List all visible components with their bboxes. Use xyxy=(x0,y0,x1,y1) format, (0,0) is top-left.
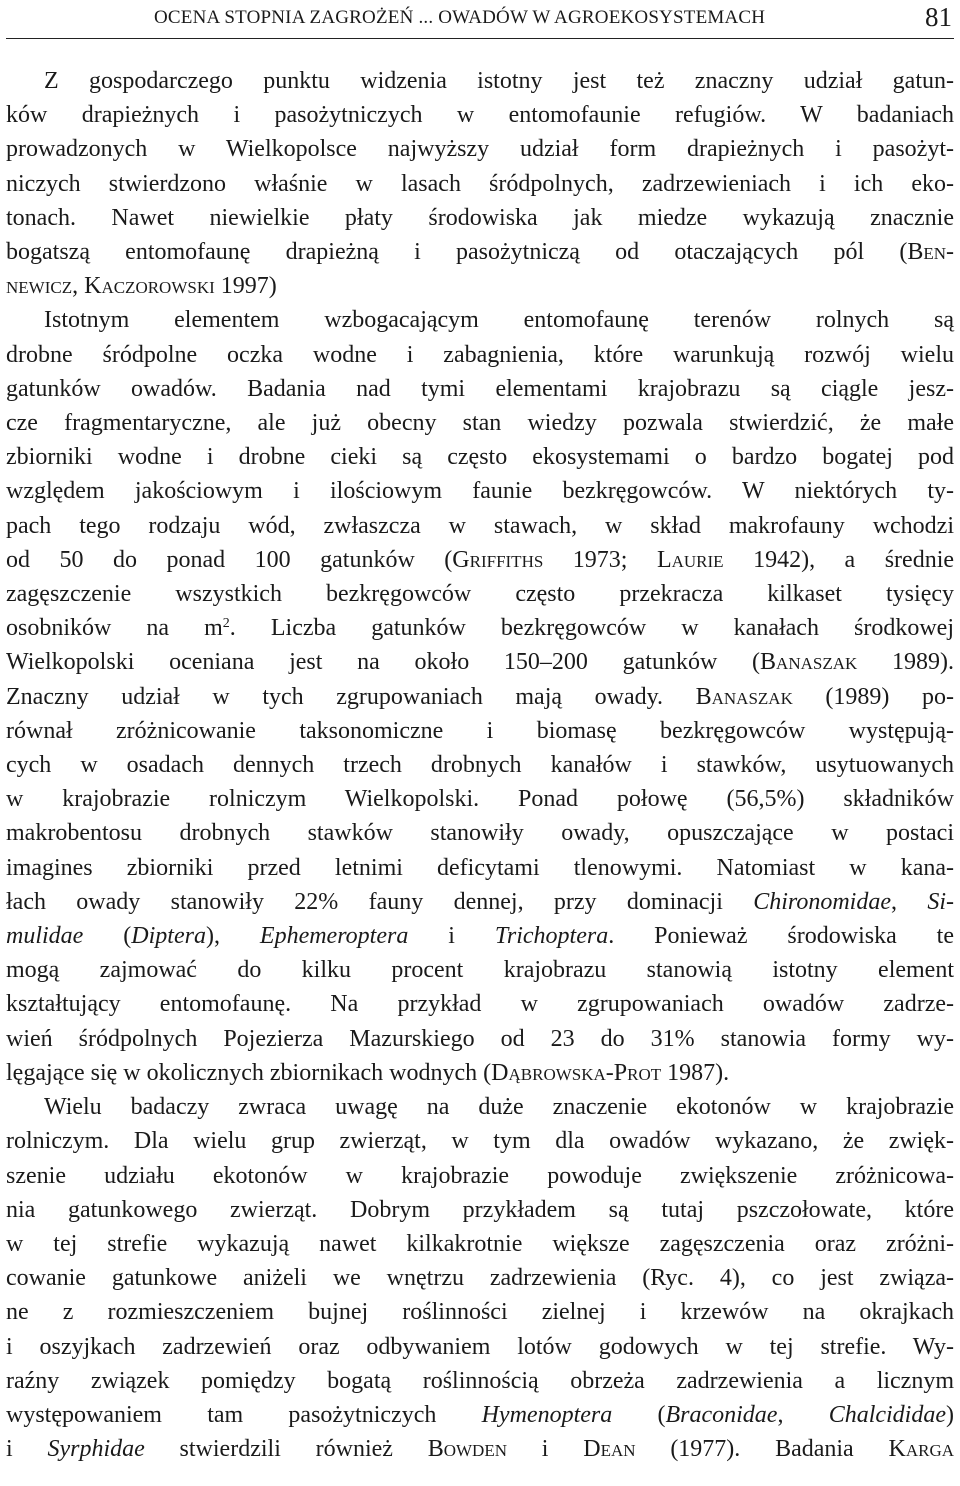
text-line xyxy=(6,987,954,1021)
text-run: ków drapieżnych i pasożytniczych w entomofaunie refugiów. W badaniach xyxy=(6,102,954,129)
text-run: niczych stwierdzono właśnie w lasach śródpolnych, zadrzewieniach i ich eko- xyxy=(6,170,954,197)
text-line xyxy=(6,1022,954,1056)
text-line xyxy=(6,1330,954,1364)
text-line xyxy=(6,748,954,782)
text-run: . Ponieważ środowiska te xyxy=(608,923,955,950)
author-name: aczorowski xyxy=(101,273,215,300)
text-run: od 50 do ponad 100 gatunków (G xyxy=(6,546,470,573)
text-run: pach tego rodzaju wód, zwłaszcza w stawach, w skład makrofauny wchodzi xyxy=(6,512,954,539)
text-line xyxy=(6,611,954,645)
text-line xyxy=(6,201,954,235)
author-name: newicz xyxy=(6,273,73,300)
text-run: szenie udziału ekotonów w krajobrazie powoduje zwiększenie zróżnicowa- xyxy=(6,1162,954,1189)
text-run: Wielu badaczy zwraca uwagę na duże znaczenie ekotonów w krajobrazie xyxy=(44,1094,954,1121)
text-line xyxy=(6,1364,954,1398)
text-run: (1977). Badania K xyxy=(635,1436,906,1463)
text-run: cze fragmentaryczne, ale już obecny stan wiedzy pozwala stwierdzić, że małe xyxy=(6,410,954,437)
text-line xyxy=(6,132,954,166)
text-line xyxy=(6,577,954,611)
text-run: rolniczym. Dla wielu grup zwierząt, w tym dla owadów wykazano, że zwięk- xyxy=(6,1128,954,1155)
text-line xyxy=(6,64,954,98)
text-line xyxy=(6,406,954,440)
author-name: riffiths xyxy=(469,546,544,573)
author-name: arga xyxy=(905,1436,955,1463)
taxon-name: Si- xyxy=(927,888,955,915)
text-run: nia gatunkowego zwierząt. Dobrym przykładem są tutaj pszczołowate, które xyxy=(6,1196,954,1223)
text-run: tonach. Nawet niewielkie płaty środowiska jak miedze wykazują znacznie xyxy=(6,204,954,231)
text-run: w tej strefie wykazują nawet kilkakrotnie większe zagęszczenia oraz zróżni- xyxy=(6,1230,954,1257)
text-run: zagęszczenie wszystkich bezkręgowców często przekracza kilkaset tysięcy xyxy=(6,581,954,608)
text-run: imagines zbiorniki przed letnimi deficytami tlenowymi. Natomiast w kana- xyxy=(6,854,954,881)
text-run: w krajobrazie rolniczym Wielkopolski. Ponad połowę (56,5%) składników xyxy=(6,786,954,813)
page-header xyxy=(0,0,960,36)
text-run: równał zróżnicowanie taksonomiczne i biomasę bezkręgowców występują- xyxy=(6,717,954,744)
text-line xyxy=(6,167,954,201)
text-run: , K xyxy=(72,273,102,300)
text-line xyxy=(6,372,954,406)
text-line xyxy=(6,645,954,679)
text-line xyxy=(6,235,954,269)
text-run: mogą zajmować do kilku procent krajobrazu stanowią istotny element xyxy=(6,957,954,984)
author-name: ąbrowska xyxy=(508,1059,606,1086)
text-run: 1989). xyxy=(857,649,955,676)
running-head: OCENA STOPNIA ZAGROŻEŃ ... OWADÓW W AGROEKOSYSTEMACH xyxy=(154,7,766,28)
text-run: występowaniem tam pasożytniczych xyxy=(6,1401,482,1428)
text-line xyxy=(6,98,954,132)
text-run: względem jakościowym i ilościowym faunie bezkręgowców. W niektórych ty- xyxy=(6,478,954,505)
text-line xyxy=(6,1124,954,1158)
header-rule xyxy=(6,38,954,39)
text-run: i xyxy=(408,923,495,950)
text-line xyxy=(6,885,954,919)
text-line xyxy=(6,1432,954,1466)
text-run: cych w osadach dennych trzech drobnych kanałów i stawków, usytuowanych xyxy=(6,752,954,779)
text-line xyxy=(6,269,954,303)
taxon-name: Braconidae xyxy=(665,1401,778,1428)
text-run: cowanie gatunkowe aniżeli we wnętrzu zadrzewienia (Ryc. 4), co jest związa- xyxy=(6,1265,954,1292)
text-run: ( xyxy=(83,923,132,950)
text-run: ) xyxy=(946,1401,955,1428)
text-line xyxy=(6,1227,954,1261)
text-run: ne z rozmieszczeniem bujnej roślinności zielnej i krzewów na okrajkach xyxy=(6,1299,954,1326)
text-run: (1989) po- xyxy=(792,683,954,710)
text-line xyxy=(6,1261,954,1295)
text-line xyxy=(6,1193,954,1227)
author-name: rot xyxy=(627,1059,662,1086)
text-run: 1942), a średnie xyxy=(723,546,955,573)
text-line xyxy=(6,1295,954,1329)
text-run: i oszyjkach zadrzewień oraz odbywaniem lotów godowych w tej strefie. Wy- xyxy=(6,1333,954,1360)
article-body-text xyxy=(6,64,954,1466)
text-line xyxy=(6,303,954,337)
text-run: łach owady stanowiły 22% fauny dennej, przy dominacji xyxy=(6,888,754,915)
author-name: anaszak xyxy=(711,683,793,710)
taxon-name: Syrphidae xyxy=(47,1436,145,1463)
text-run: drobne śródpolne oczka wodne i zabagnienia, które warunkują rozwój wielu xyxy=(6,341,954,368)
text-run: i xyxy=(6,1436,48,1463)
text-line xyxy=(6,1398,954,1432)
text-line xyxy=(6,714,954,748)
author-name: aurie xyxy=(671,546,724,573)
author-name: anaszak xyxy=(776,649,858,676)
superscript: 2 xyxy=(222,616,230,632)
text-run: Znaczny udział w tych zgrupowaniach mają owady. B xyxy=(6,683,712,710)
taxon-name: Chalcididae xyxy=(828,1401,947,1428)
text-run: wień śródpolnych Pojezierza Mazurskiego od 23 do 31% stanowia formy wy- xyxy=(6,1025,954,1052)
text-line xyxy=(6,440,954,474)
text-run: , xyxy=(891,888,928,915)
taxon-name: Chironomidae xyxy=(753,888,891,915)
text-run: Istotnym elementem wzbogacającym entomofaunę terenów rolnych są xyxy=(44,307,954,334)
text-line xyxy=(6,1159,954,1193)
text-line xyxy=(6,919,954,953)
text-run: i D xyxy=(507,1436,601,1463)
text-run: Wielkopolski oceniana jest na około 150–200 gatunków (B xyxy=(6,649,777,676)
author-name: owden xyxy=(443,1436,507,1463)
taxon-name: Diptera xyxy=(131,923,206,950)
text-run: zbiorniki wodne i drobne cieki są często ekosystemami o bardzo bogatej pod xyxy=(6,444,954,471)
text-run: kształtujący entomofaunę. Na przykład w zgrupowaniach owadów zadrze- xyxy=(6,991,954,1018)
text-run: gatunków owadów. Badania nad tymi elementami krajobrazu są ciągle jesz- xyxy=(6,375,954,402)
text-line xyxy=(6,474,954,508)
text-run: raźny związek pomiędzy bogatą roślinnością obrzeża zadrzewienia a licznym xyxy=(6,1367,954,1394)
text-run: stwierdzili również B xyxy=(144,1436,444,1463)
taxon-name: Ephemeroptera xyxy=(259,923,409,950)
taxon-name: mulidae xyxy=(6,923,84,950)
text-run: ( xyxy=(612,1401,666,1428)
text-line xyxy=(6,680,954,714)
text-run: 1987). xyxy=(661,1059,730,1086)
page-number: 81 xyxy=(925,2,952,32)
taxon-name: Trichoptera xyxy=(494,923,609,950)
text-run: Z gospodarczego punktu widzenia istotny jest też znaczny udział gatun- xyxy=(44,68,954,94)
author-name: ean xyxy=(600,1436,636,1463)
text-run: , xyxy=(777,1401,829,1428)
text-run: makrobentosu drobnych stawków stanowiły owady, opuszczające w postaci xyxy=(6,820,954,847)
taxon-name: Hymenoptera xyxy=(481,1401,613,1428)
text-line xyxy=(6,509,954,543)
text-line xyxy=(6,338,954,372)
text-line xyxy=(6,543,954,577)
text-run: ), xyxy=(205,923,260,950)
text-line xyxy=(6,1090,954,1124)
text-run: . Liczba gatunków bezkręgowców w kanałach środkowej xyxy=(229,615,954,642)
text-run: 1973; L xyxy=(543,546,672,573)
text-run: -P xyxy=(605,1059,628,1086)
text-run: osobników na m xyxy=(6,615,223,642)
text-run: bogatszą entomofaunę drapieżną i pasożytniczą od otaczających pól (B xyxy=(6,239,924,266)
text-run: prowadzonych w Wielkopolsce najwyższy udział form drapieżnych i pasożyt- xyxy=(6,136,954,163)
text-run: 1997) xyxy=(214,273,277,300)
author-name: en- xyxy=(923,239,954,266)
text-line xyxy=(6,953,954,987)
text-line xyxy=(6,782,954,816)
text-run: lęgające się w okolicznych zbiornikach wodnych (D xyxy=(6,1059,509,1086)
text-line xyxy=(6,851,954,885)
text-line xyxy=(6,1056,954,1090)
text-line xyxy=(6,816,954,850)
